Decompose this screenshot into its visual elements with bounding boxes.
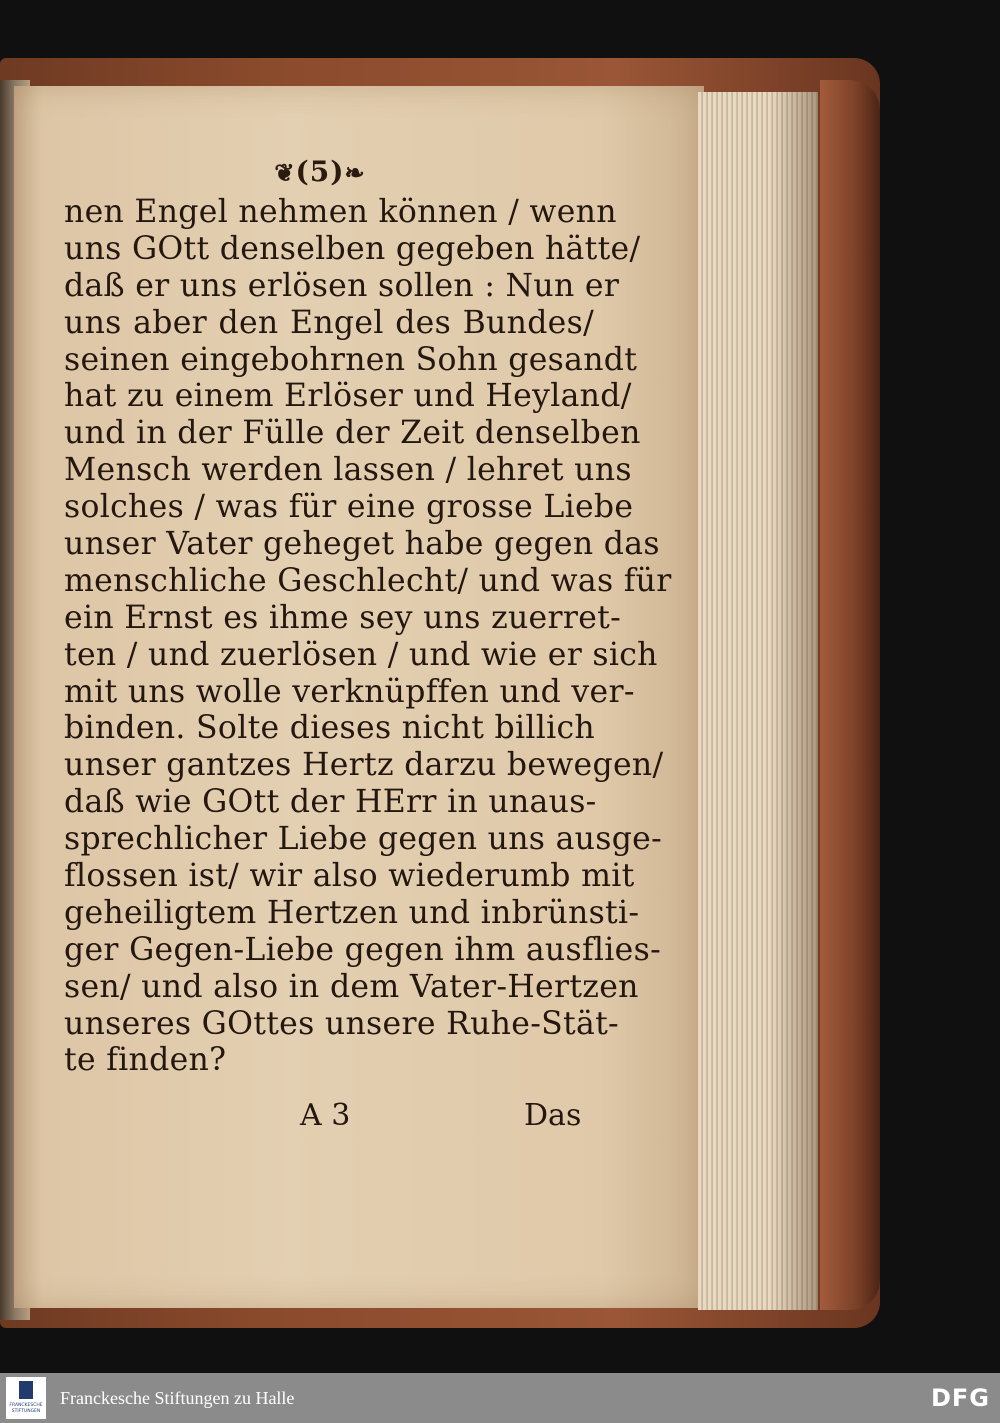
text-line: ten / und zuerlösen / und wie er sich bbox=[64, 636, 658, 673]
logo-text: FRANCKESCHE STIFTUNGEN bbox=[9, 1403, 43, 1414]
footer-bar bbox=[0, 1373, 1000, 1423]
text-line: ein Ernst es ihme sey uns zuerret- bbox=[64, 599, 622, 636]
text-line: hat zu einem Erlöser und Heyland/ bbox=[64, 378, 632, 415]
text-line: sen/ und also in dem Vater-Hertzen bbox=[64, 968, 639, 1005]
text-line: flossen ist/ wir also wiederumb mit bbox=[64, 858, 635, 895]
page-text bbox=[64, 194, 672, 1079]
text-line: geheiligtem Hertzen und inbrünsti- bbox=[64, 894, 640, 931]
text-line: binden. Solte dieses nicht billich bbox=[64, 710, 595, 747]
institution-logo[interactable] bbox=[6, 1377, 46, 1419]
text-line: unseres GOttes unsere Ruhe-Stät- bbox=[64, 1005, 619, 1042]
text-line: te finden? bbox=[64, 1042, 227, 1079]
footer-title[interactable]: Franckesche Stiftungen zu Halle bbox=[60, 1388, 295, 1408]
text-line: uns GOtt denselben gegeben hätte/ bbox=[64, 230, 641, 267]
cover-edge bbox=[820, 80, 880, 1310]
text-line: unser gantzes Hertz darzu bewegen/ bbox=[64, 747, 664, 784]
text-line: uns aber den Engel des Bundes/ bbox=[64, 304, 594, 341]
ornament-left-icon: ❦ bbox=[274, 158, 296, 187]
ornament-right-icon: ❧ bbox=[344, 158, 366, 187]
page-header bbox=[240, 150, 400, 194]
signature-mark: A 3 bbox=[300, 1098, 351, 1133]
text-line: nen Engel nehmen können / wenn bbox=[64, 194, 617, 230]
text-line: menschliche Geschlecht/ und was für bbox=[64, 562, 672, 599]
text-line: daß er uns erlösen sollen : Nun er bbox=[64, 267, 620, 304]
text-line: seinen eingebohrnen Sohn gesandt bbox=[64, 341, 638, 378]
text-line: und in der Fülle der Zeit denselben bbox=[64, 415, 641, 452]
page-number: (5) bbox=[295, 155, 345, 188]
text-line: Mensch werden lassen / lehret uns bbox=[64, 452, 632, 489]
text-line: solches / was für eine grosse Liebe bbox=[64, 489, 634, 526]
text-line: daß wie GOtt der HErr in unaus- bbox=[64, 784, 597, 821]
building-icon bbox=[19, 1381, 33, 1399]
text-line: ger Gegen-Liebe gegen ihm ausflies- bbox=[64, 931, 662, 968]
text-line: unser Vater geheget habe gegen das bbox=[64, 526, 660, 563]
text-line: sprechlicher Liebe gegen uns ausge- bbox=[64, 821, 663, 858]
catchword: Das bbox=[524, 1098, 582, 1133]
page-block-shade bbox=[698, 92, 818, 1310]
text-line: mit uns wolle verknüpffen und ver- bbox=[64, 673, 635, 710]
dfg-logo[interactable]: DFG bbox=[930, 1384, 990, 1412]
